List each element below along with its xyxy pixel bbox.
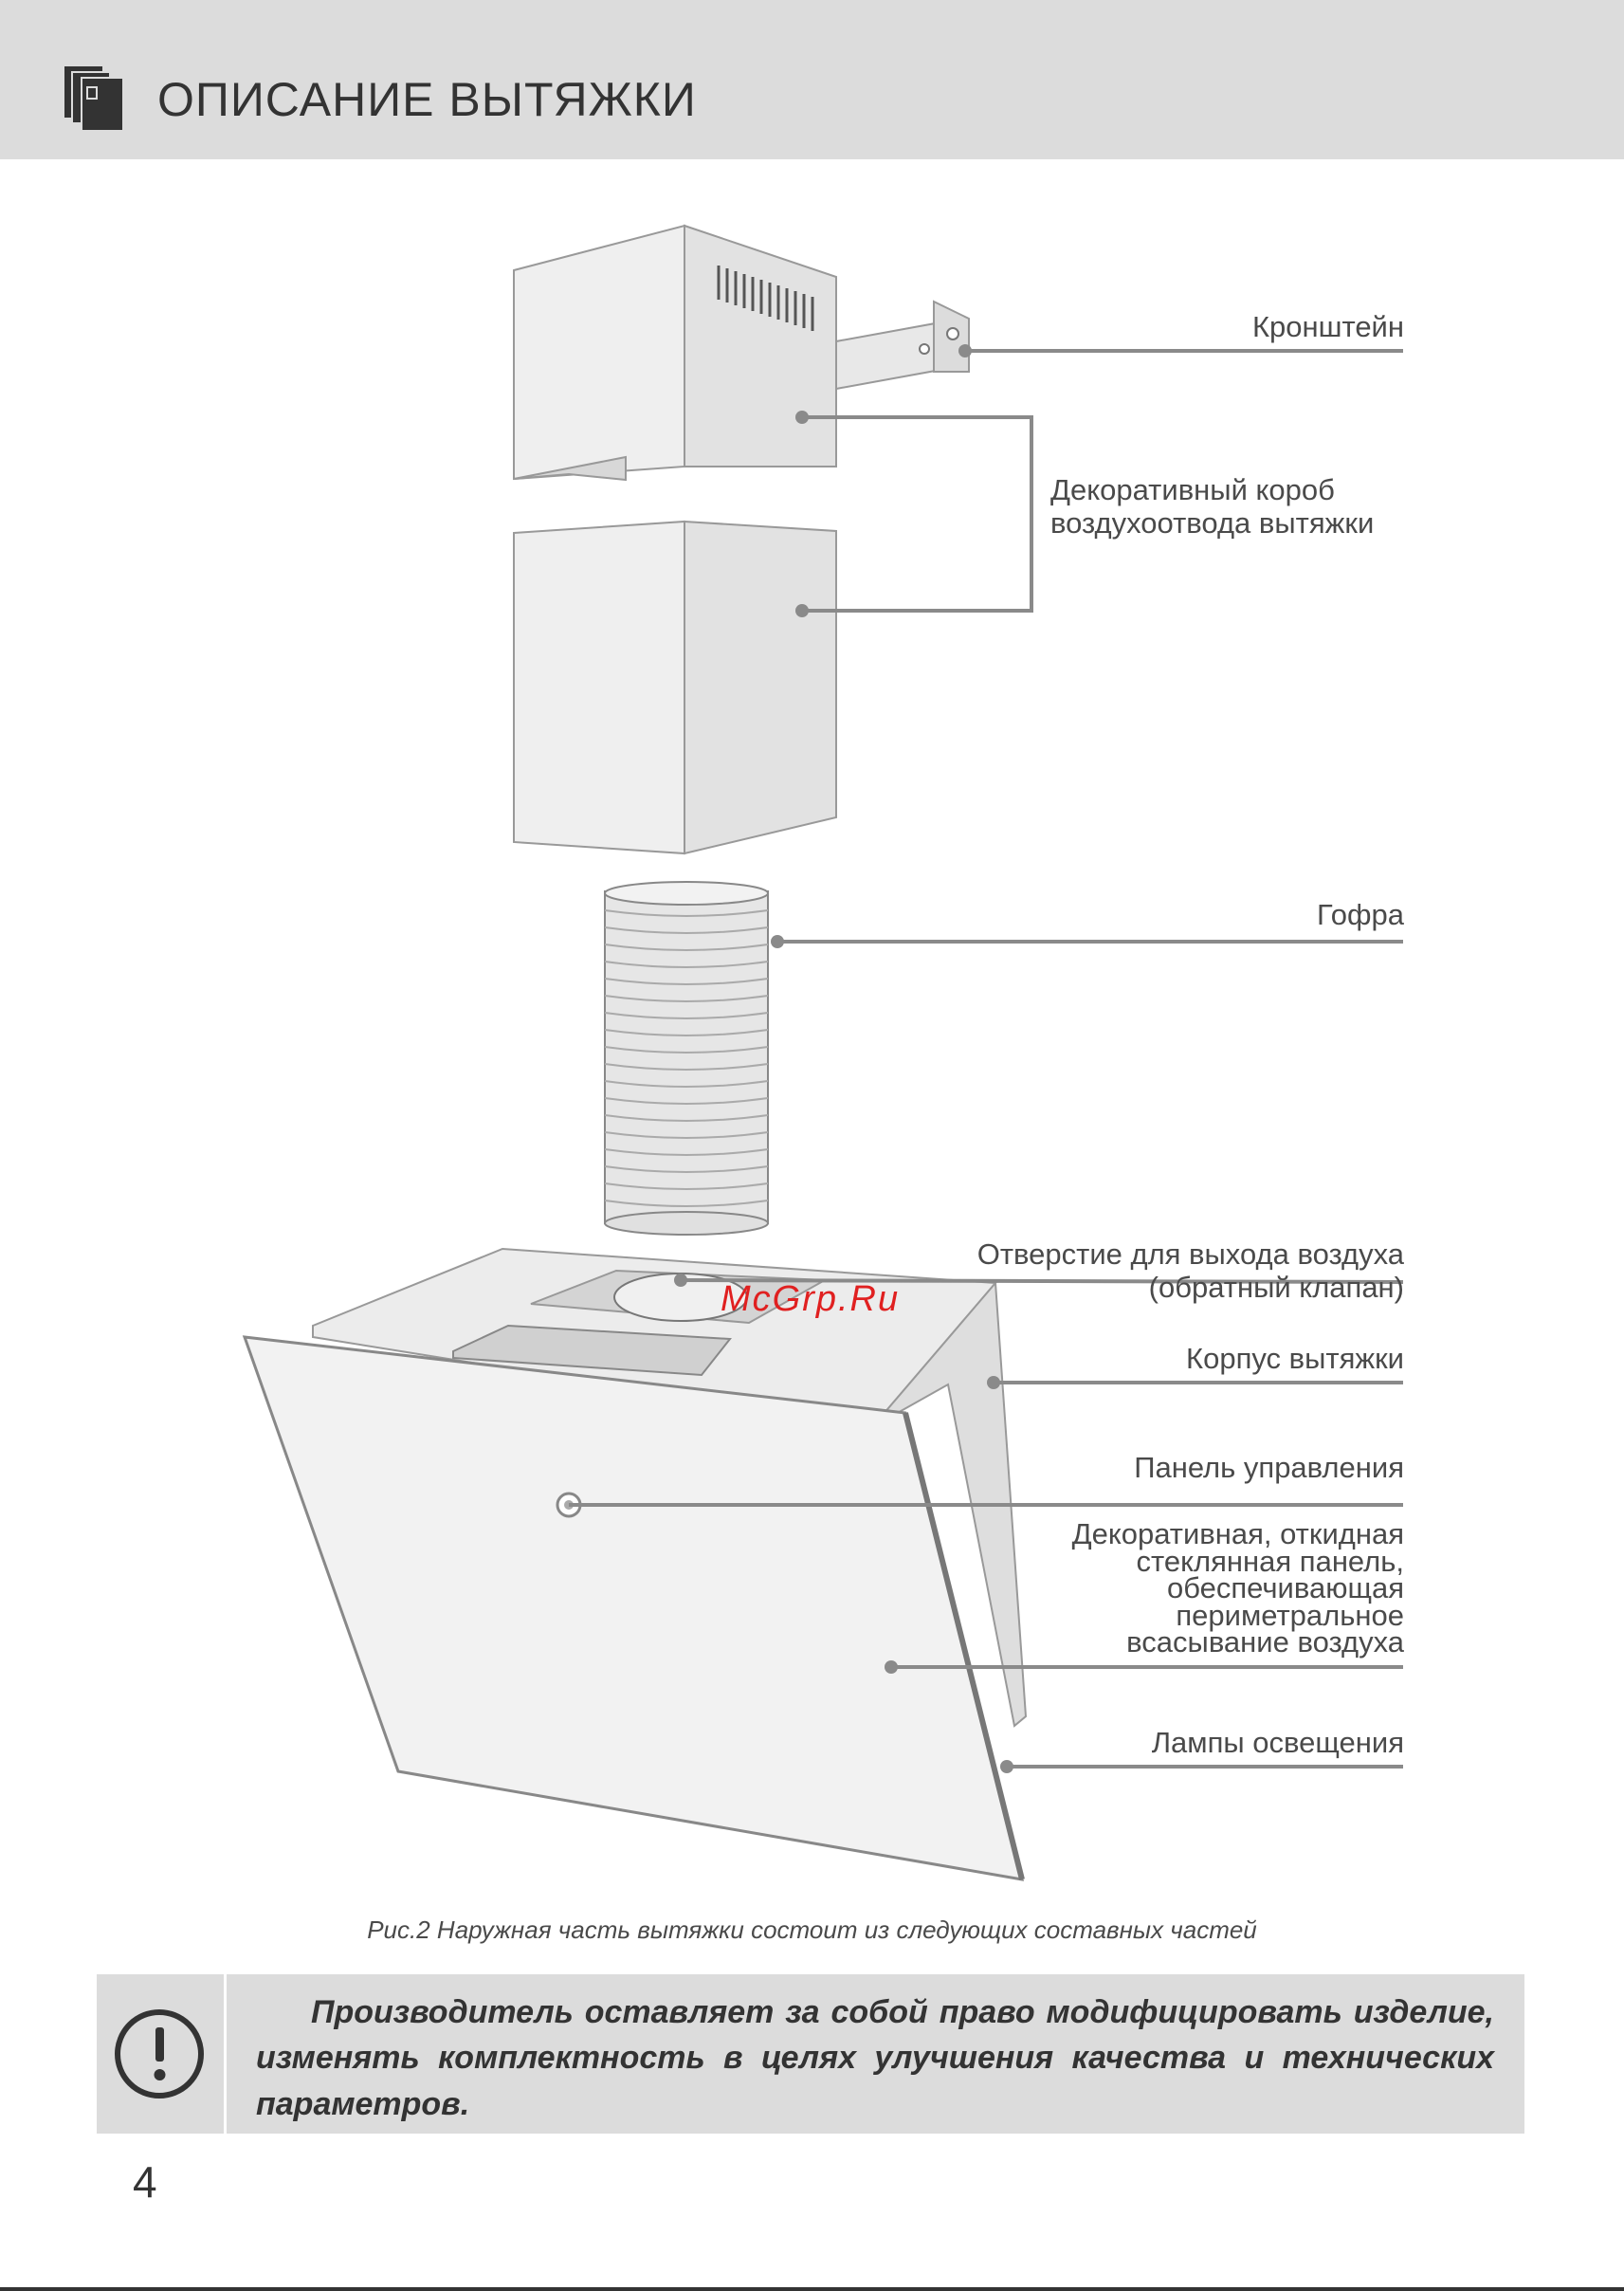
label-lamps: Лампы освещения xyxy=(1151,1726,1404,1759)
label-corrugation: Гофра xyxy=(1317,898,1404,931)
label-control-panel: Панель управления xyxy=(1134,1451,1404,1484)
notice-box xyxy=(97,1974,1524,2134)
upper-decor-box xyxy=(514,226,836,480)
label-decor-box: Декоративный короб воздухоотвода вытяжки xyxy=(1050,473,1375,540)
hood-illustration xyxy=(0,159,1624,1923)
notice-text: Производитель оставляет за собой право модифицировать изделие, изменять комплектность в целях улучшения качества и технических параметров. xyxy=(256,1994,1494,2122)
figure-caption: Рис.2 Наружная часть вытяжки состоит из следующих составных частей xyxy=(367,1915,1257,1944)
glass-panel xyxy=(245,1337,1022,1879)
watermark: McGrp.Ru xyxy=(721,1279,901,1319)
label-hood-body: Корпус вытяжки xyxy=(1186,1342,1404,1375)
notice-divider xyxy=(224,1974,227,2134)
page-title: ОПИСАНИЕ ВЫТЯЖКИ xyxy=(157,73,697,126)
page-number: 4 xyxy=(133,2157,157,2207)
document-stack-icon xyxy=(64,63,125,131)
corrugated-duct xyxy=(605,882,768,1235)
bracket xyxy=(836,302,969,389)
header-bar xyxy=(0,0,1624,159)
hood-diagram xyxy=(0,159,1624,1923)
notice-icon-area xyxy=(97,1974,224,2134)
lower-decor-box xyxy=(514,522,836,853)
label-glass-panel: Декоративная, откидная стеклянная панель, обеспечивающая периметральное всасывание воздуха xyxy=(1071,1517,1404,1659)
label-bracket: Кронштейн xyxy=(1251,310,1404,343)
label-air-outlet: Отверстие для выхода воздуха (обратный клапан) xyxy=(976,1237,1404,1304)
bottom-rule xyxy=(0,2287,1624,2291)
exclamation-circle-icon xyxy=(97,1974,224,2134)
